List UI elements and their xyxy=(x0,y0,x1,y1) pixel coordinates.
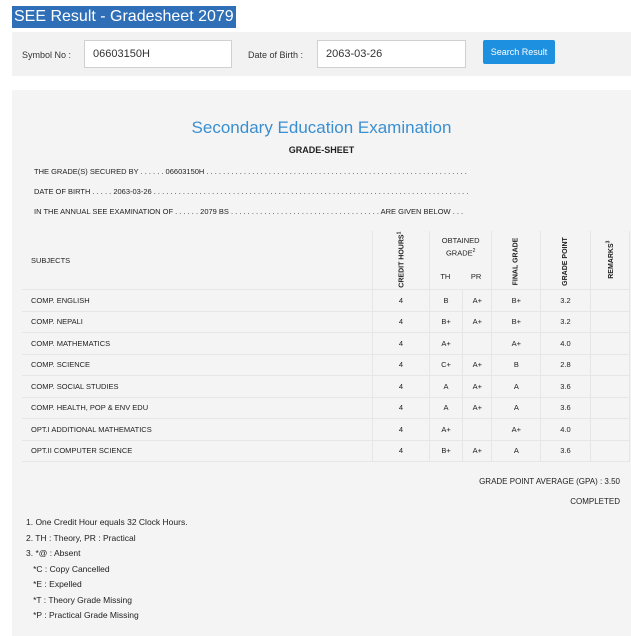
remarks-cell xyxy=(590,333,629,355)
th-grade-cell: A+ xyxy=(429,333,462,355)
obtained-grade-header: OBTAINED GRADE$^2$ TH PR xyxy=(429,231,492,290)
th-header: TH xyxy=(440,271,451,281)
subject-cell: OPT.II COMPUTER SCIENCE xyxy=(22,440,372,462)
grade-point-cell: 3.6 xyxy=(541,397,591,419)
pr-header: PR xyxy=(470,271,482,281)
exam-line: IN THE ANNUAL SEE EXAMINATION OF . . . . . . 2079 BS . . . . . . . . . . . . . . . . . . . . . . . . . . . . . . . . . . . . ARE GIVEN BELOW . . . xyxy=(34,207,464,216)
grade-point-cell: 3.2 xyxy=(541,311,591,333)
final-grade-cell: B+ xyxy=(492,290,541,312)
search-result-button[interactable]: Search Result xyxy=(483,40,555,64)
remarks-cell xyxy=(590,376,629,398)
footnote-line: *T : Theory Grade Missing xyxy=(26,594,132,605)
remarks-cell xyxy=(590,354,629,376)
grade-point-cell: 3.6 xyxy=(541,440,591,462)
credit-hours-cell: 4 xyxy=(372,440,429,462)
secured-by-line: THE GRADE(S) SECURED BY . . . . . . 06603150H . . . . . . . . . . . . . . . . . . . . . . . . . . . . . . . . . . . . . . . . . . . . . . . . . . . . . . . . . . . . . . . xyxy=(34,167,467,176)
footnote-line: 3. *@ : Absent xyxy=(26,548,81,558)
final-grade-cell: A xyxy=(492,376,541,398)
credit-hours-cell: 4 xyxy=(372,290,429,312)
th-grade-cell: A xyxy=(429,397,462,419)
table-header-row xyxy=(22,231,630,290)
table-row xyxy=(22,333,630,355)
th-grade-cell: A+ xyxy=(429,419,462,441)
credit-hours-cell: 4 xyxy=(372,397,429,419)
remarks-cell xyxy=(590,440,629,462)
credit-hours-cell: 4 xyxy=(372,311,429,333)
completed-status: COMPLETED xyxy=(570,497,620,506)
pr-grade-cell: A+ xyxy=(463,311,492,333)
pr-grade-cell: A+ xyxy=(463,354,492,376)
search-form xyxy=(12,32,631,76)
subject-cell: COMP. SOCIAL STUDIES xyxy=(22,376,372,398)
subject-cell: COMP. ENGLISH xyxy=(22,290,372,312)
final-grade-cell: A xyxy=(492,440,541,462)
dob-label: Date of Birth : xyxy=(248,50,304,60)
final-grade-cell: A xyxy=(492,397,541,419)
final-grade-header: FINAL GRADE xyxy=(492,231,541,290)
subject-cell: COMP. MATHEMATICS xyxy=(22,333,372,355)
subject-cell: OPT.I ADDITIONAL MATHEMATICS xyxy=(22,419,372,441)
pr-grade-cell xyxy=(463,419,492,441)
th-grade-cell: B+ xyxy=(429,440,462,462)
credit-hours-cell: 4 xyxy=(372,419,429,441)
grade-sheet xyxy=(12,90,631,636)
subject-cell: COMP. HEALTH, POP & ENV EDU xyxy=(22,397,372,419)
th-grade-cell: B xyxy=(429,290,462,312)
remarks-cell xyxy=(590,397,629,419)
footnotes xyxy=(26,517,188,626)
dob-input[interactable]: 2063-03-26 xyxy=(317,40,466,68)
grade-point-cell: 4.0 xyxy=(541,333,591,355)
remarks-cell xyxy=(590,311,629,333)
table-row xyxy=(22,440,630,462)
exam-title: Secondary Education Examination xyxy=(191,118,452,137)
table-row xyxy=(22,376,630,398)
th-grade-cell: C+ xyxy=(429,354,462,376)
grade-point-cell: 3.2 xyxy=(541,290,591,312)
footnote-line: 1. One Credit Hour equals 32 Clock Hours. xyxy=(26,517,188,527)
footnote-line: *P : Practical Grade Missing xyxy=(26,610,139,620)
footnote-line: *E : Expelled xyxy=(26,579,82,589)
table-row xyxy=(22,354,630,376)
grade-point-header: GRADE POINT xyxy=(541,231,591,290)
table-row xyxy=(22,290,630,312)
symbol-label: Symbol No : xyxy=(22,50,72,60)
table-row xyxy=(22,419,630,441)
credit-hours-cell: 4 xyxy=(372,354,429,376)
pr-grade-cell xyxy=(463,333,492,355)
grade-point-cell: 4.0 xyxy=(541,419,591,441)
remarks-cell xyxy=(590,290,629,312)
pr-grade-cell: A+ xyxy=(463,376,492,398)
table-row xyxy=(22,311,630,333)
grade-point-cell: 3.6 xyxy=(541,376,591,398)
credit-hours-cell: 4 xyxy=(372,376,429,398)
th-grade-cell: B+ xyxy=(429,311,462,333)
symbol-input[interactable]: 06603150H xyxy=(84,40,232,68)
final-grade-cell: A+ xyxy=(492,333,541,355)
remarks-cell xyxy=(590,419,629,441)
grades-table xyxy=(22,231,630,462)
footnote-line: 2. TH : Theory, PR : Practical xyxy=(26,532,136,543)
pr-grade-cell: A+ xyxy=(463,290,492,312)
subject-cell: COMP. SCIENCE xyxy=(22,354,372,376)
table-row xyxy=(22,397,630,419)
th-grade-cell: A xyxy=(429,376,462,398)
grade-point-cell: 2.8 xyxy=(541,354,591,376)
credit-hours-header: CREDIT HOURS$^1$ xyxy=(372,231,429,290)
subject-cell: COMP. NEPALI xyxy=(22,311,372,333)
final-grade-cell: B xyxy=(492,354,541,376)
pr-grade-cell: A+ xyxy=(463,397,492,419)
subjects-header: SUBJECTS xyxy=(22,231,372,290)
dob-line: DATE OF BIRTH . . . . . 2063-03-26 . . . . . . . . . . . . . . . . . . . . . . . . . . . . . . . . . . . . . . . . . . . . . . . . . . . . . . . . . . . . . . . . . . . . . . . . . . . . xyxy=(34,187,469,196)
remarks-header: REMARKS$^3$ xyxy=(590,231,629,290)
sheet-title: GRADE-SHEET xyxy=(288,145,355,155)
footnote-line: *C : Copy Cancelled xyxy=(26,563,110,574)
credit-hours-cell: 4 xyxy=(372,333,429,355)
final-grade-cell: B+ xyxy=(492,311,541,333)
final-grade-cell: A+ xyxy=(492,419,541,441)
gpa-text: GRADE POINT AVERAGE (GPA) : 3.50 xyxy=(479,477,620,486)
page-title: SEE Result - Gradesheet 2079 xyxy=(12,6,236,28)
pr-grade-cell: A+ xyxy=(463,440,492,462)
